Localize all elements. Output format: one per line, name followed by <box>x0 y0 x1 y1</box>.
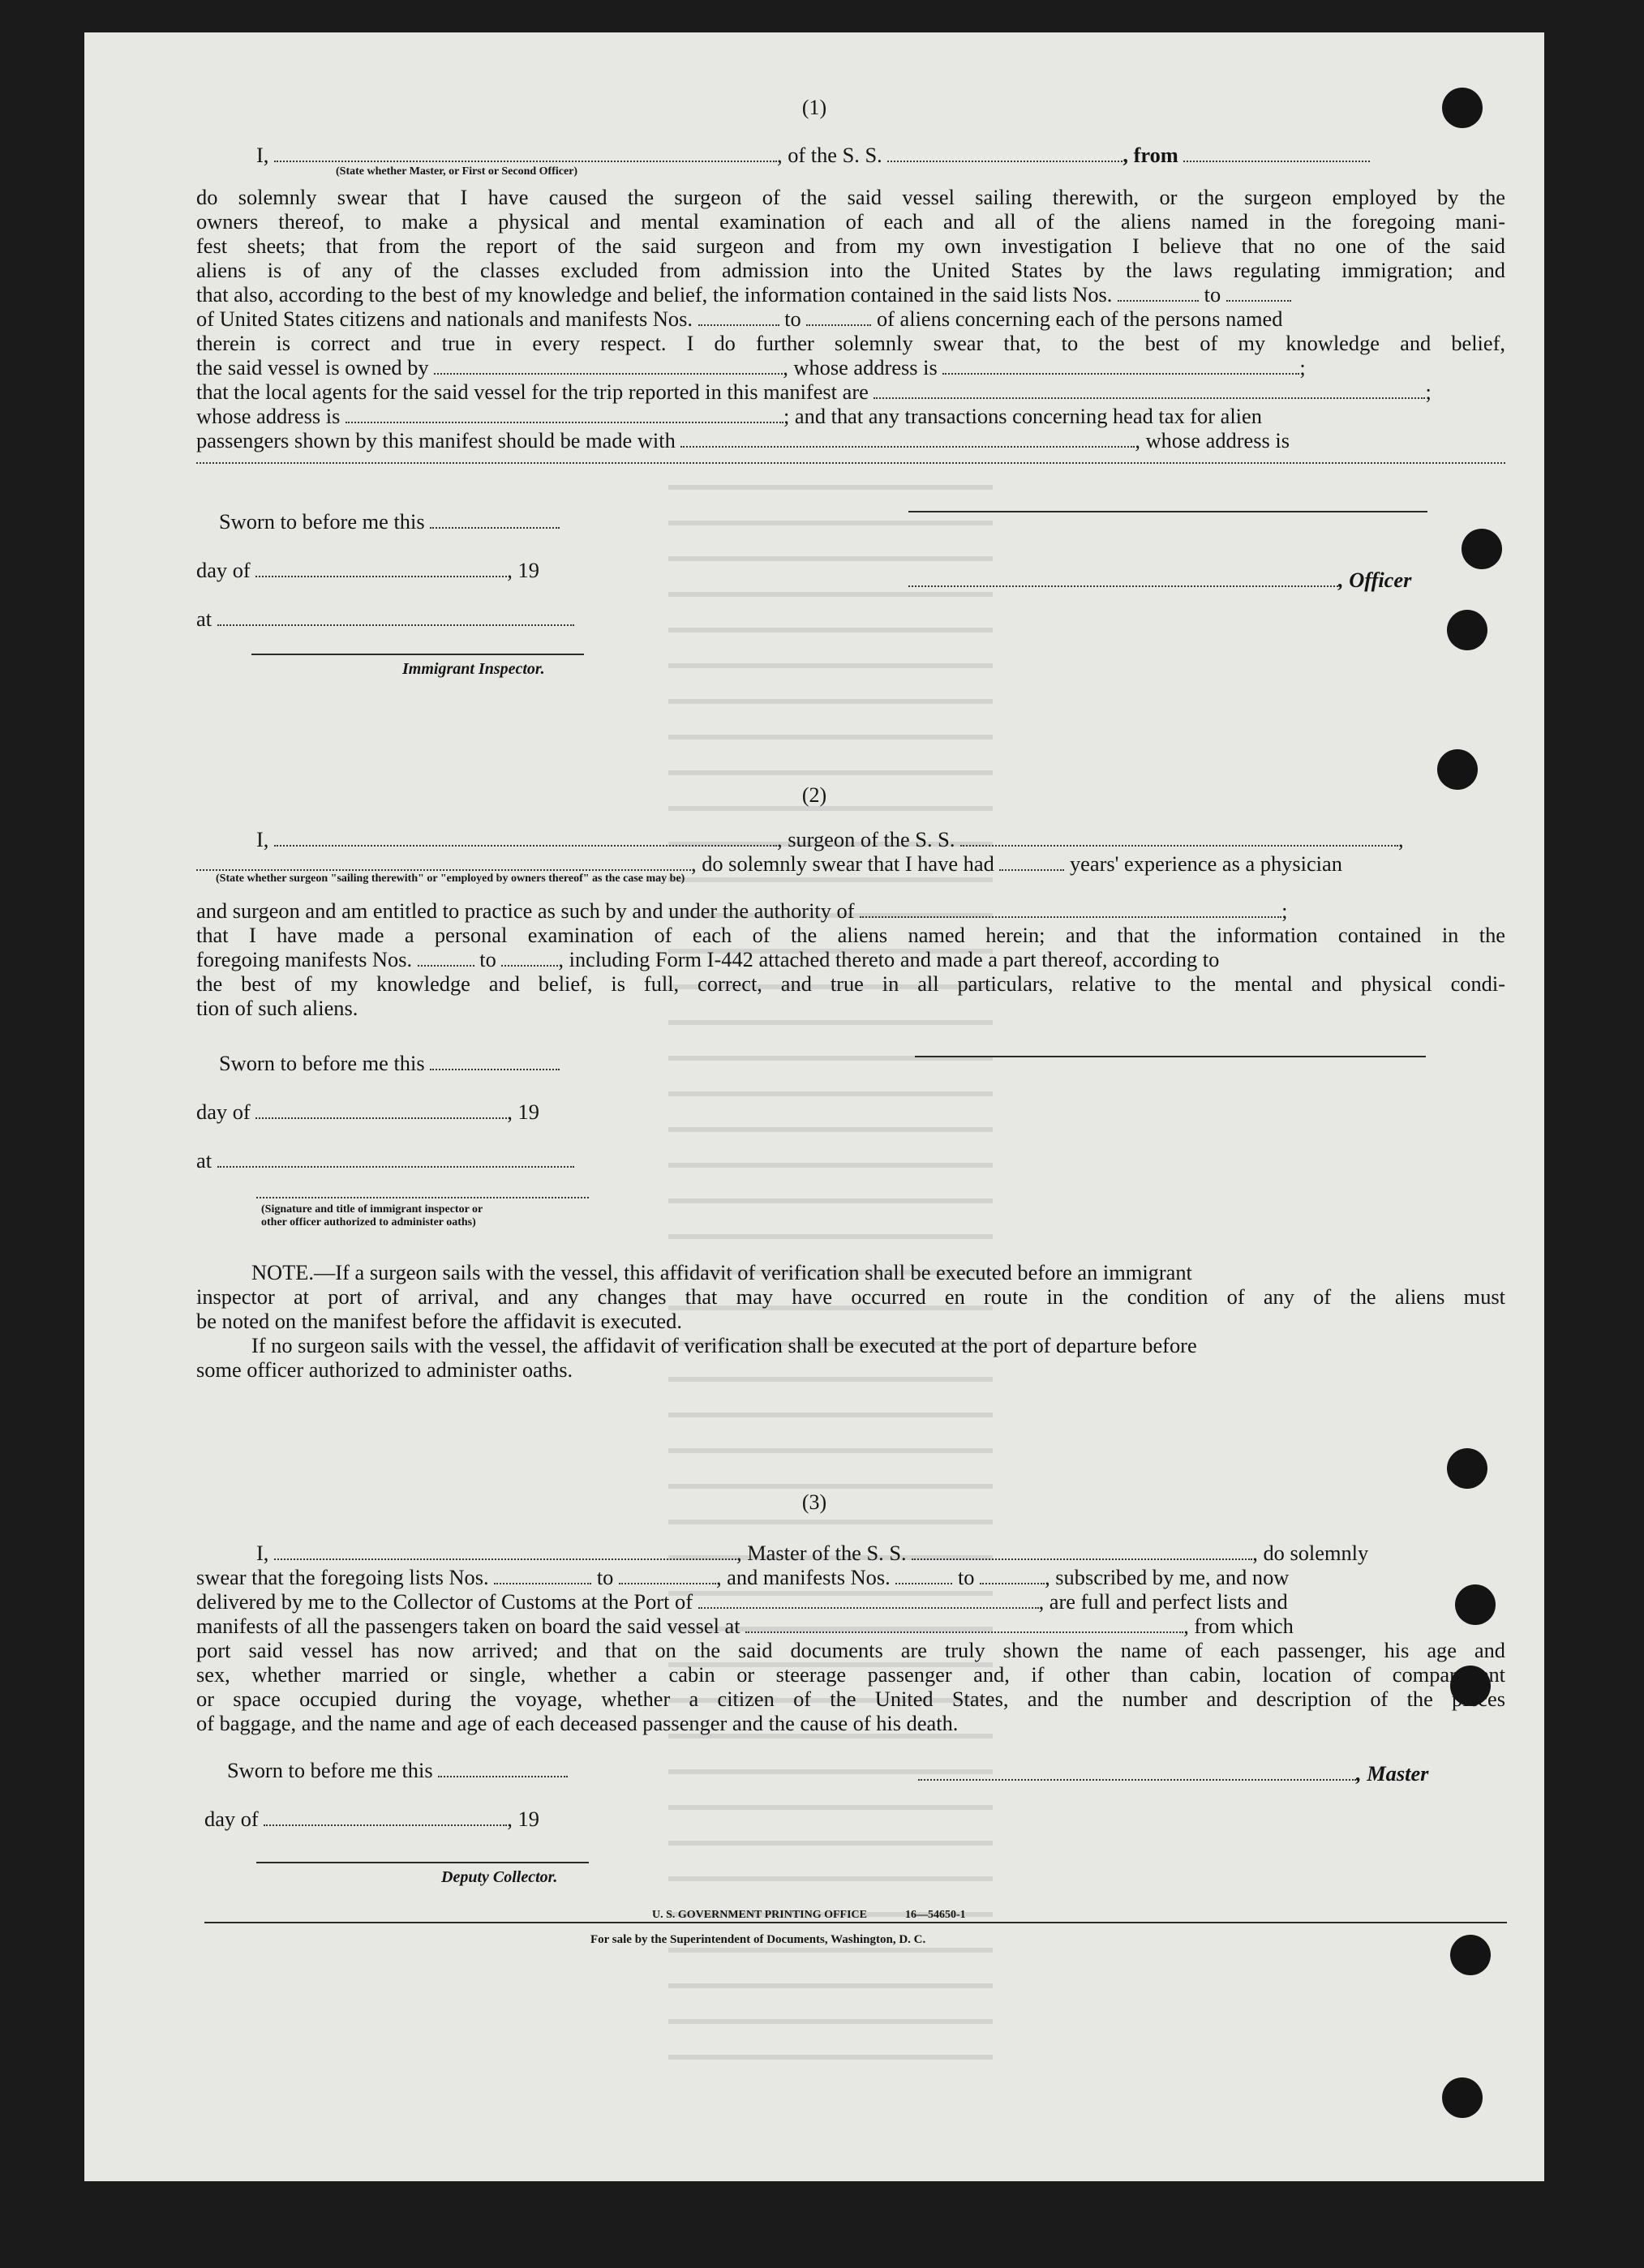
part3-para-line: sex, whether married or single, whether a cabin or steerage passenger and, if other than cabin, location of compartment <box>196 1662 1505 1687</box>
part3-sworn-text: Sworn to before me this <box>227 1758 433 1782</box>
part2-form-text: , including Form I-442 attached thereto and made a part thereof, according to <box>558 947 1220 971</box>
note-line: be noted on the manifest before the affidavit is executed. <box>196 1309 682 1333</box>
part1-to: to <box>784 307 801 331</box>
immigrant-inspector-caption: Immigrant Inspector. <box>402 660 545 678</box>
part1-owned-text: the said vessel is owned by <box>196 355 429 379</box>
note-line: inspector at port of arrival, and any changes that may have occurred en route in the condition of any of the aliens must <box>196 1284 1505 1309</box>
fill-line <box>418 949 474 967</box>
fill-line <box>217 608 574 626</box>
part2-to: to <box>479 947 496 971</box>
part1-day-text: day of <box>196 558 251 582</box>
fill-line <box>680 430 1135 448</box>
fill-line <box>196 462 1505 464</box>
fill-line <box>895 1567 952 1584</box>
part1-para-line: owners thereof, to make a physical and mental examination of each and all of the aliens named in the foregoing mani- <box>196 209 1505 234</box>
part1-owned-line: the said vessel is owned by , whose address is ; <box>196 355 1306 379</box>
note-line: If no surgeon sails with the vessel, the affidavit of verification shall be executed at the port of departure before <box>251 1333 1197 1357</box>
part3-manifests-text: , and manifests Nos. <box>715 1565 891 1589</box>
part1-para-line: therein is correct and true in every respect. I do further solemnly swear that, to the best of my knowledge and belief, <box>196 331 1505 355</box>
part3-day-text: day of <box>204 1807 259 1831</box>
collector-signature-line <box>256 1862 589 1863</box>
fill-line <box>255 1101 507 1119</box>
master-caption: , Master <box>1356 1761 1429 1786</box>
part1-sworn <box>219 509 560 534</box>
part2-manifests-line <box>196 947 1505 971</box>
punch-hole <box>1442 2077 1483 2118</box>
fill-line <box>196 853 691 871</box>
fill-line <box>1183 144 1370 162</box>
fill-line <box>256 1197 589 1198</box>
fill-line <box>806 308 871 326</box>
fill-line <box>434 357 783 375</box>
fill-line <box>217 1150 574 1168</box>
part3-sworn <box>227 1758 568 1782</box>
part1-whose-address-text: , whose address is <box>1135 428 1290 452</box>
fill-line <box>698 308 779 326</box>
part1-agents-text: that the local agents for the said vessel for the trip reported in this manifest are <box>196 379 869 404</box>
part1-day <box>196 558 539 582</box>
punch-hole <box>1462 529 1502 569</box>
part3-to: to <box>596 1565 614 1589</box>
part2-para-line: that I have made a personal examination of each of the aliens named herein; and that the information contained in the <box>196 923 1505 947</box>
fill-line <box>908 569 1338 587</box>
gpo-text: U. S. GOVERNMENT PRINTING OFFICE <box>652 1909 867 1921</box>
part1-at-text: at <box>196 607 212 631</box>
part3-para-line: or space occupied during the voyage, whether a citizen of the United States, and the number and description of the pieces <box>196 1687 1505 1711</box>
part2-day-text: day of <box>196 1100 251 1124</box>
fill-line <box>912 1542 1252 1560</box>
part2-para-line: tion of such aliens. <box>196 996 358 1020</box>
part2-years-text: years' experience as a physician <box>1069 851 1342 876</box>
part2-manifests-text: foregoing manifests Nos. <box>196 947 413 971</box>
fill-line <box>430 511 560 529</box>
part2-surgeon-text: , surgeon of the S. S. <box>777 827 955 851</box>
for-sale-notice: For sale by the Superintendent of Documents, Washington, D. C. <box>590 1933 926 1946</box>
gpo-imprint <box>652 1909 966 1922</box>
manifest-page <box>84 32 1544 2181</box>
part1-para-line: fest sheets; that from the report of the said surgeon and from my own investigation I believe that no one of the said <box>196 234 1505 258</box>
part3-para-line: of baggage, and the name and age of each deceased passenger and the cause of his death. <box>196 1711 959 1735</box>
part2-day <box>196 1100 539 1124</box>
part2-sworn-text: Sworn to before me this <box>219 1051 425 1075</box>
part2-sworn <box>219 1051 560 1075</box>
fill-line <box>494 1567 591 1584</box>
part2-year-text: , 19 <box>507 1100 539 1124</box>
signature-line <box>915 1056 1426 1057</box>
part3-full-text: , are full and perfect lists and <box>1038 1589 1288 1614</box>
part3-solemnly-text: , do solemnly <box>1252 1541 1369 1565</box>
punch-hole <box>1450 1935 1491 1975</box>
part2-at <box>196 1148 574 1173</box>
section-2-number: (2) <box>801 783 827 807</box>
inspector-signature-line <box>251 654 584 655</box>
section-1-number: (1) <box>801 96 827 119</box>
part3-day <box>204 1807 539 1831</box>
punch-hole <box>1447 610 1487 650</box>
fill-line <box>960 829 1398 847</box>
fill-line <box>438 1760 568 1777</box>
part1-year-text: , 19 <box>507 558 539 582</box>
part3-to: to <box>957 1565 975 1589</box>
part1-at <box>196 607 574 631</box>
part2-authority-line: and surgeon and am entitled to practice as such by and under the authority of ; <box>196 898 1288 923</box>
fill-line <box>860 900 1281 918</box>
part1-headtax-text: ; and that any transactions concerning head tax for alien <box>783 404 1262 428</box>
punch-hole <box>1447 1448 1487 1489</box>
fill-line <box>745 1615 1183 1633</box>
part1-agents-line: that the local agents for the said vessel for the trip reported in this manifest are ; <box>196 379 1432 404</box>
fill-line <box>918 1763 1356 1781</box>
part1-passengers-text: passengers shown by this manifest should be made with <box>196 428 676 452</box>
part2-sig-caption: (Signature and title of immigrant inspector or <box>261 1203 483 1215</box>
fill-line <box>887 144 1122 162</box>
part1-passengers-line <box>196 428 1505 452</box>
fill-line <box>874 381 1425 399</box>
part2-i: I, <box>256 827 269 851</box>
part2-para-line: the best of my knowledge and belief, is full, correct, and true in all particulars, relative to the mental and physical condi- <box>196 971 1505 996</box>
fill-line <box>274 144 777 162</box>
part3-board-line <box>196 1614 1505 1638</box>
part1-to: to <box>1204 282 1221 307</box>
part2-sig-caption: other officer authorized to administer oaths) <box>261 1216 476 1228</box>
part1-of-ss: , of the S. S. <box>777 143 882 167</box>
deputy-collector-caption: Deputy Collector. <box>441 1868 558 1886</box>
part3-year-text: , 19 <box>507 1807 539 1831</box>
fill-line <box>698 1591 1039 1609</box>
fill-line <box>1226 284 1291 302</box>
part3-master-line <box>918 1761 1428 1786</box>
part2-swear-text: , do solemnly swear that I have had <box>691 851 994 876</box>
part1-lists-text: that also, according to the best of my knowledge and belief, the information contained in the said lists Nos. <box>196 282 1113 307</box>
part3-board-text: manifests of all the passengers taken on board the said vessel at <box>196 1614 740 1638</box>
part3-port-line <box>196 1589 1505 1614</box>
part3-port-text: delivered by me to the Collector of Customs at the Port of <box>196 1589 693 1614</box>
section-3-number: (3) <box>801 1490 827 1514</box>
part3-line-i <box>256 1541 1505 1565</box>
fill-line <box>980 1567 1045 1584</box>
fill-line <box>501 949 558 967</box>
part1-sworn-text: Sworn to before me this <box>219 509 425 534</box>
part1-aliens-text: of aliens concerning each of the persons named <box>876 307 1283 331</box>
signature-line <box>908 511 1427 512</box>
part1-whose-line <box>196 404 1505 428</box>
part2-line-i: I, , surgeon of the S. S. , <box>256 827 1404 851</box>
note-line: some officer authorized to administer oaths. <box>196 1357 573 1382</box>
part1-manifests-text: of United States citizens and nationals and manifests Nos. <box>196 307 693 331</box>
fill-line <box>255 559 507 577</box>
officer-caption: , Officer <box>1338 568 1412 592</box>
part1-i: I, <box>256 143 269 167</box>
fill-line <box>999 853 1064 871</box>
part1-line-i <box>256 143 1505 167</box>
part1-caption-officer: (State whether Master, or First or Second Officer) <box>336 165 578 178</box>
part3-subscribed-text: , subscribed by me, and now <box>1045 1565 1290 1589</box>
part1-manifests-line <box>196 307 1505 331</box>
fill-line <box>1118 284 1199 302</box>
part2-at-text: at <box>196 1148 212 1173</box>
fill-line <box>274 829 777 847</box>
part3-i: I, <box>256 1541 269 1565</box>
part3-para-line: port said vessel has now arrived; and that on the said documents are truly shown the name of each passenger, his age and <box>196 1638 1505 1662</box>
part1-officer-line <box>908 568 1411 592</box>
part3-master-text: , Master of the S. S. <box>736 1541 907 1565</box>
fill-line <box>430 1053 560 1070</box>
fill-line <box>264 1808 507 1826</box>
part3-lists-text: swear that the foregoing lists Nos. <box>196 1565 489 1589</box>
part1-whose-text: whose address is <box>196 404 341 428</box>
part1-lists-line <box>196 282 1505 307</box>
part1-from: , from <box>1122 143 1178 167</box>
part3-lists-line <box>196 1565 1505 1589</box>
fill-line <box>346 405 783 423</box>
fill-line <box>619 1567 716 1584</box>
part2-authority-text: and surgeon and am entitled to practice as such by and under the authority of <box>196 898 855 923</box>
part3-from-which-text: , from which <box>1183 1614 1294 1638</box>
gpo-code: 16—54650-1 <box>905 1909 966 1921</box>
part1-para-line: do solemnly swear that I have caused the surgeon of the said vessel sailing therewith, or the surgeon employed by the <box>196 185 1505 209</box>
fill-line <box>274 1542 736 1560</box>
fill-line <box>942 357 1299 375</box>
part1-address-text: , whose address is <box>783 355 938 379</box>
note-line: NOTE.—If a surgeon sails with the vessel, this affidavit of verification shall be executed before an immigrant <box>251 1260 1192 1284</box>
footer-rule <box>204 1922 1507 1923</box>
part1-para-line: aliens is of any of the classes excluded from admission into the United States by the laws regulating immigration; and <box>196 258 1505 282</box>
part2-caption-surgeon: (State whether surgeon "sailing therewith" or "employed by owners thereof" as the case may be) <box>216 872 685 885</box>
